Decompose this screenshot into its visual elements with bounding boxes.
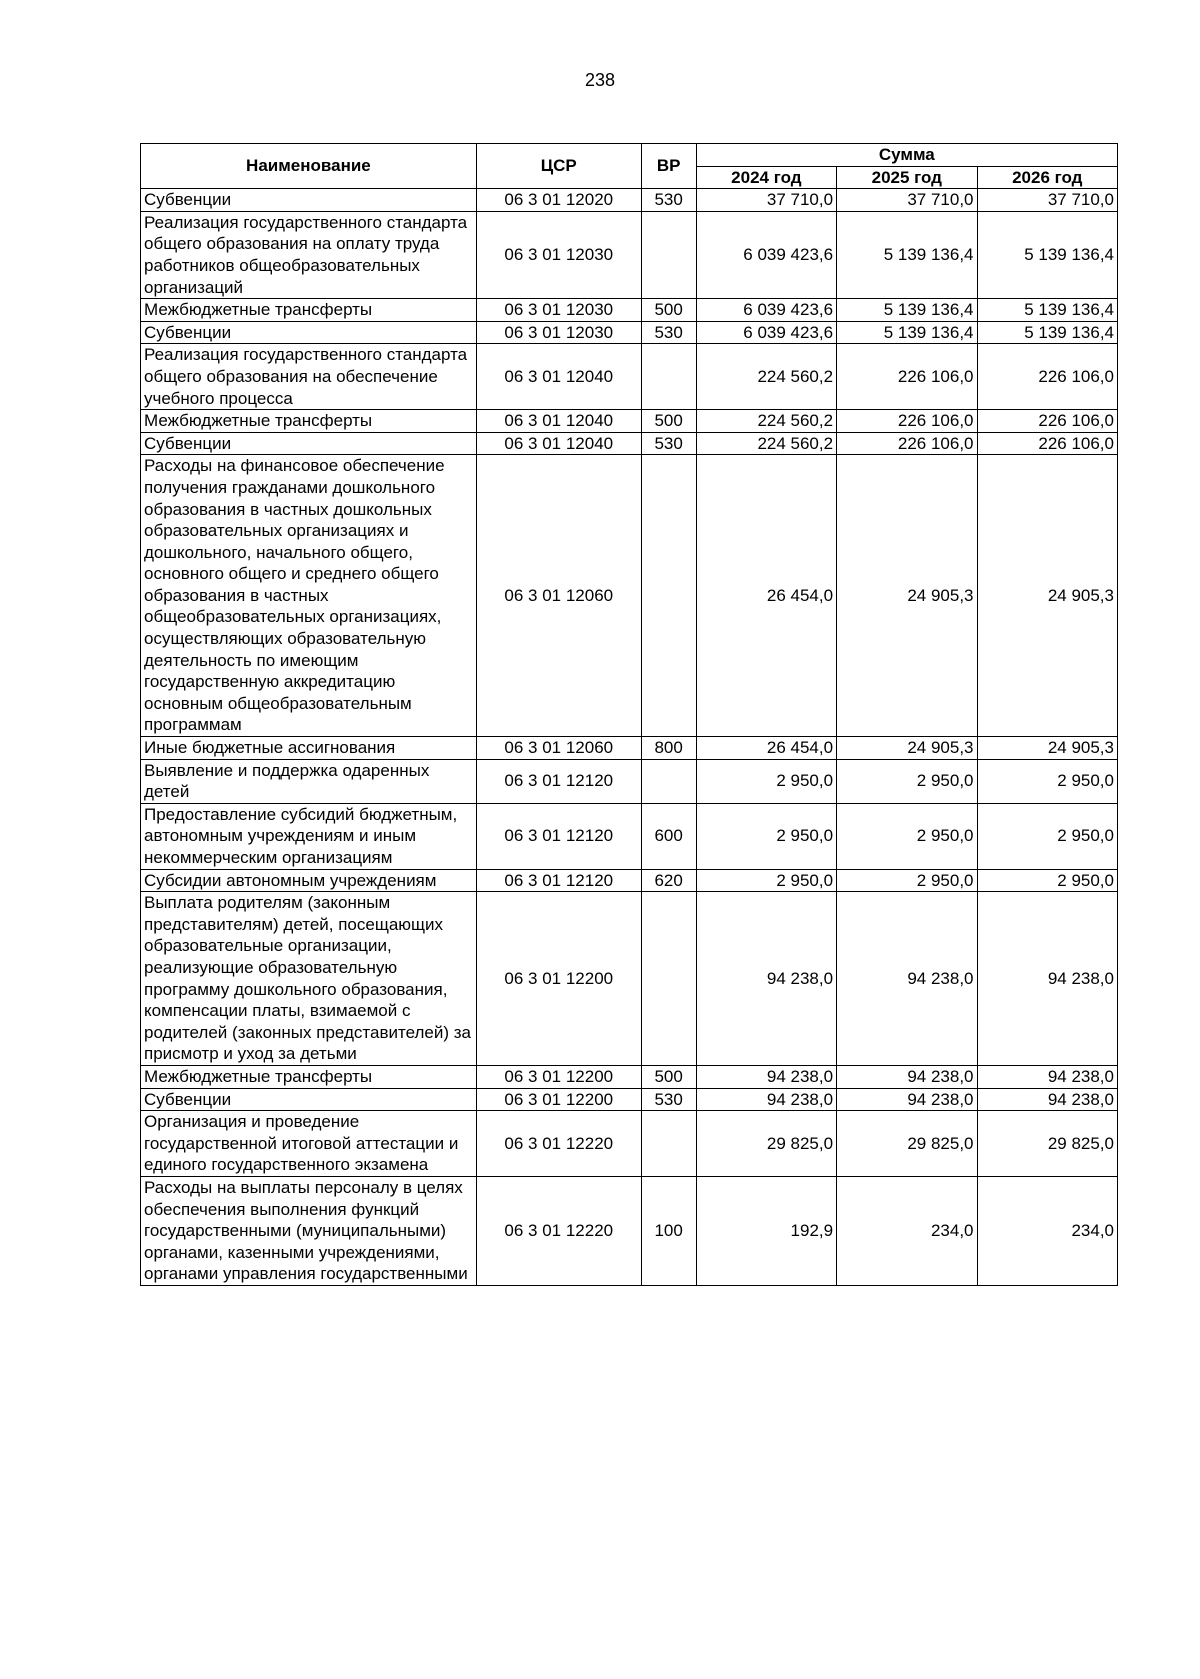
cell-sum-2024: 192,9: [696, 1176, 836, 1285]
cell-vr: [641, 1111, 696, 1177]
cell-vr: 500: [641, 1065, 696, 1088]
cell-sum-2025: 5 139 136,4: [837, 211, 977, 298]
cell-sum-2025: 94 238,0: [837, 892, 977, 1066]
cell-sum-2026: 2 950,0: [977, 759, 1117, 803]
cell-sum-2025: 24 905,3: [837, 455, 977, 737]
cell-vr: 530: [641, 321, 696, 344]
cell-sum-2026: 24 905,3: [977, 737, 1117, 760]
cell-csr: 06 3 01 12120: [476, 803, 641, 869]
table-row: [141, 1176, 1118, 1285]
header-csr: ЦСР: [476, 144, 641, 189]
cell-vr: 620: [641, 869, 696, 892]
table-row: [141, 1111, 1118, 1177]
cell-name: Реализация государственного стандарта общего образования на оплату труда работников общеобразовательных организаций: [141, 211, 477, 298]
header-name: Наименование: [141, 144, 477, 189]
table-row: [141, 410, 1118, 433]
cell-sum-2025: 2 950,0: [837, 759, 977, 803]
cell-name: Межбюджетные трансферты: [141, 299, 477, 322]
cell-sum-2025: 2 950,0: [837, 803, 977, 869]
cell-sum-2024: 6 039 423,6: [696, 211, 836, 298]
cell-sum-2024: 26 454,0: [696, 737, 836, 760]
cell-sum-2024: 2 950,0: [696, 869, 836, 892]
cell-name: Субвенции: [141, 189, 477, 212]
cell-sum-2024: 94 238,0: [696, 1088, 836, 1111]
cell-sum-2025: 29 825,0: [837, 1111, 977, 1177]
cell-sum-2024: 94 238,0: [696, 1065, 836, 1088]
table-row: [141, 759, 1118, 803]
table-row: [141, 321, 1118, 344]
cell-sum-2025: 226 106,0: [837, 432, 977, 455]
header-year-2024: 2024 год: [696, 166, 836, 189]
cell-name: Расходы на финансовое обеспечение получения гражданами дошкольного образования в частных дошкольных образовательных организациях и дошкольного, начального общего, основного общего и среднего общего образования в частных общеобразовательных организациях, осуществляющих образовательную деятельность по имеющим государственную аккредитацию основным общеобразовательным программам: [141, 455, 477, 737]
cell-csr: 06 3 01 12030: [476, 321, 641, 344]
cell-vr: 800: [641, 737, 696, 760]
cell-csr: 06 3 01 12120: [476, 869, 641, 892]
cell-name: Предоставление субсидий бюджетным, автономным учреждениям и иным некоммерческим организациям: [141, 803, 477, 869]
cell-name: Расходы на выплаты персоналу в целях обеспечения выполнения функций государственными (муниципальными) органами, казенными учреждениями, органами управления государственными: [141, 1176, 477, 1285]
cell-csr: 06 3 01 12040: [476, 410, 641, 433]
cell-name: Организация и проведение государственной итоговой аттестации и единого государственного экзамена: [141, 1111, 477, 1177]
budget-table: [140, 143, 1118, 1286]
table-row: [141, 1065, 1118, 1088]
cell-csr: 06 3 01 12200: [476, 1065, 641, 1088]
cell-sum-2026: 37 710,0: [977, 189, 1117, 212]
table-row: [141, 892, 1118, 1066]
cell-sum-2026: 94 238,0: [977, 1088, 1117, 1111]
header-sum: Сумма: [696, 144, 1117, 167]
cell-csr: 06 3 01 12030: [476, 211, 641, 298]
cell-csr: 06 3 01 12220: [476, 1176, 641, 1285]
cell-vr: 530: [641, 189, 696, 212]
cell-sum-2026: 226 106,0: [977, 432, 1117, 455]
cell-vr: [641, 892, 696, 1066]
cell-sum-2026: 5 139 136,4: [977, 211, 1117, 298]
cell-sum-2026: 226 106,0: [977, 410, 1117, 433]
cell-csr: 06 3 01 12060: [476, 455, 641, 737]
header-year-2026: 2026 год: [977, 166, 1117, 189]
cell-vr: [641, 455, 696, 737]
cell-sum-2024: 2 950,0: [696, 803, 836, 869]
cell-csr: 06 3 01 12020: [476, 189, 641, 212]
cell-vr: 500: [641, 299, 696, 322]
cell-sum-2026: 5 139 136,4: [977, 299, 1117, 322]
cell-sum-2025: 226 106,0: [837, 410, 977, 433]
table-row: [141, 455, 1118, 737]
cell-sum-2026: 226 106,0: [977, 344, 1117, 410]
page-number: 238: [584, 70, 616, 90]
cell-csr: 06 3 01 12030: [476, 299, 641, 322]
cell-name: Межбюджетные трансферты: [141, 410, 477, 433]
cell-sum-2026: 94 238,0: [977, 1065, 1117, 1088]
cell-sum-2024: 224 560,2: [696, 344, 836, 410]
table-row: [141, 869, 1118, 892]
cell-csr: 06 3 01 12060: [476, 737, 641, 760]
header-year-2025: 2025 год: [837, 166, 977, 189]
cell-name: Субсидии автономным учреждениям: [141, 869, 477, 892]
cell-sum-2024: 2 950,0: [696, 759, 836, 803]
cell-sum-2025: 226 106,0: [837, 344, 977, 410]
table-row: [141, 211, 1118, 298]
cell-sum-2025: 234,0: [837, 1176, 977, 1285]
table-row: [141, 299, 1118, 322]
cell-sum-2024: 6 039 423,6: [696, 299, 836, 322]
cell-sum-2025: 94 238,0: [837, 1065, 977, 1088]
cell-vr: 500: [641, 410, 696, 433]
cell-sum-2026: 2 950,0: [977, 803, 1117, 869]
cell-sum-2024: 224 560,2: [696, 432, 836, 455]
cell-csr: 06 3 01 12200: [476, 1088, 641, 1111]
cell-name: Межбюджетные трансферты: [141, 1065, 477, 1088]
cell-sum-2025: 5 139 136,4: [837, 321, 977, 344]
table-row: [141, 1088, 1118, 1111]
cell-name: Выплата родителям (законным представителям) детей, посещающих образовательные организации, реализующие образовательную программу дошкольного образования, компенсации платы, взимаемой с родителей (законных представителей) за присмотр и уход за детьми: [141, 892, 477, 1066]
cell-name: Реализация государственного стандарта общего образования на обеспечение учебного процесса: [141, 344, 477, 410]
cell-csr: 06 3 01 12120: [476, 759, 641, 803]
cell-sum-2025: 24 905,3: [837, 737, 977, 760]
table-row: [141, 803, 1118, 869]
cell-name: Субвенции: [141, 321, 477, 344]
cell-vr: [641, 759, 696, 803]
cell-sum-2026: 5 139 136,4: [977, 321, 1117, 344]
cell-sum-2026: 94 238,0: [977, 892, 1117, 1066]
cell-sum-2026: 2 950,0: [977, 869, 1117, 892]
cell-vr: [641, 211, 696, 298]
cell-sum-2025: 37 710,0: [837, 189, 977, 212]
cell-sum-2024: 94 238,0: [696, 892, 836, 1066]
cell-sum-2025: 5 139 136,4: [837, 299, 977, 322]
table-body: [141, 189, 1118, 1286]
cell-name: Иные бюджетные ассигнования: [141, 737, 477, 760]
cell-csr: 06 3 01 12040: [476, 432, 641, 455]
header-vr: ВР: [641, 144, 696, 189]
table-header: [141, 144, 1118, 189]
cell-csr: 06 3 01 12040: [476, 344, 641, 410]
cell-sum-2025: 2 950,0: [837, 869, 977, 892]
cell-sum-2026: 234,0: [977, 1176, 1117, 1285]
table-row: [141, 737, 1118, 760]
cell-sum-2026: 24 905,3: [977, 455, 1117, 737]
table-row: [141, 432, 1118, 455]
cell-sum-2024: 26 454,0: [696, 455, 836, 737]
cell-sum-2024: 29 825,0: [696, 1111, 836, 1177]
cell-csr: 06 3 01 12220: [476, 1111, 641, 1177]
cell-vr: [641, 344, 696, 410]
cell-name: Субвенции: [141, 432, 477, 455]
cell-name: Выявление и поддержка одаренных детей: [141, 759, 477, 803]
cell-vr: 530: [641, 1088, 696, 1111]
table-row: [141, 189, 1118, 212]
cell-sum-2024: 6 039 423,6: [696, 321, 836, 344]
cell-sum-2025: 94 238,0: [837, 1088, 977, 1111]
cell-vr: 600: [641, 803, 696, 869]
cell-sum-2026: 29 825,0: [977, 1111, 1117, 1177]
cell-sum-2024: 37 710,0: [696, 189, 836, 212]
cell-csr: 06 3 01 12200: [476, 892, 641, 1066]
cell-name: Субвенции: [141, 1088, 477, 1111]
cell-sum-2024: 224 560,2: [696, 410, 836, 433]
cell-vr: 530: [641, 432, 696, 455]
cell-vr: 100: [641, 1176, 696, 1285]
table-row: [141, 344, 1118, 410]
